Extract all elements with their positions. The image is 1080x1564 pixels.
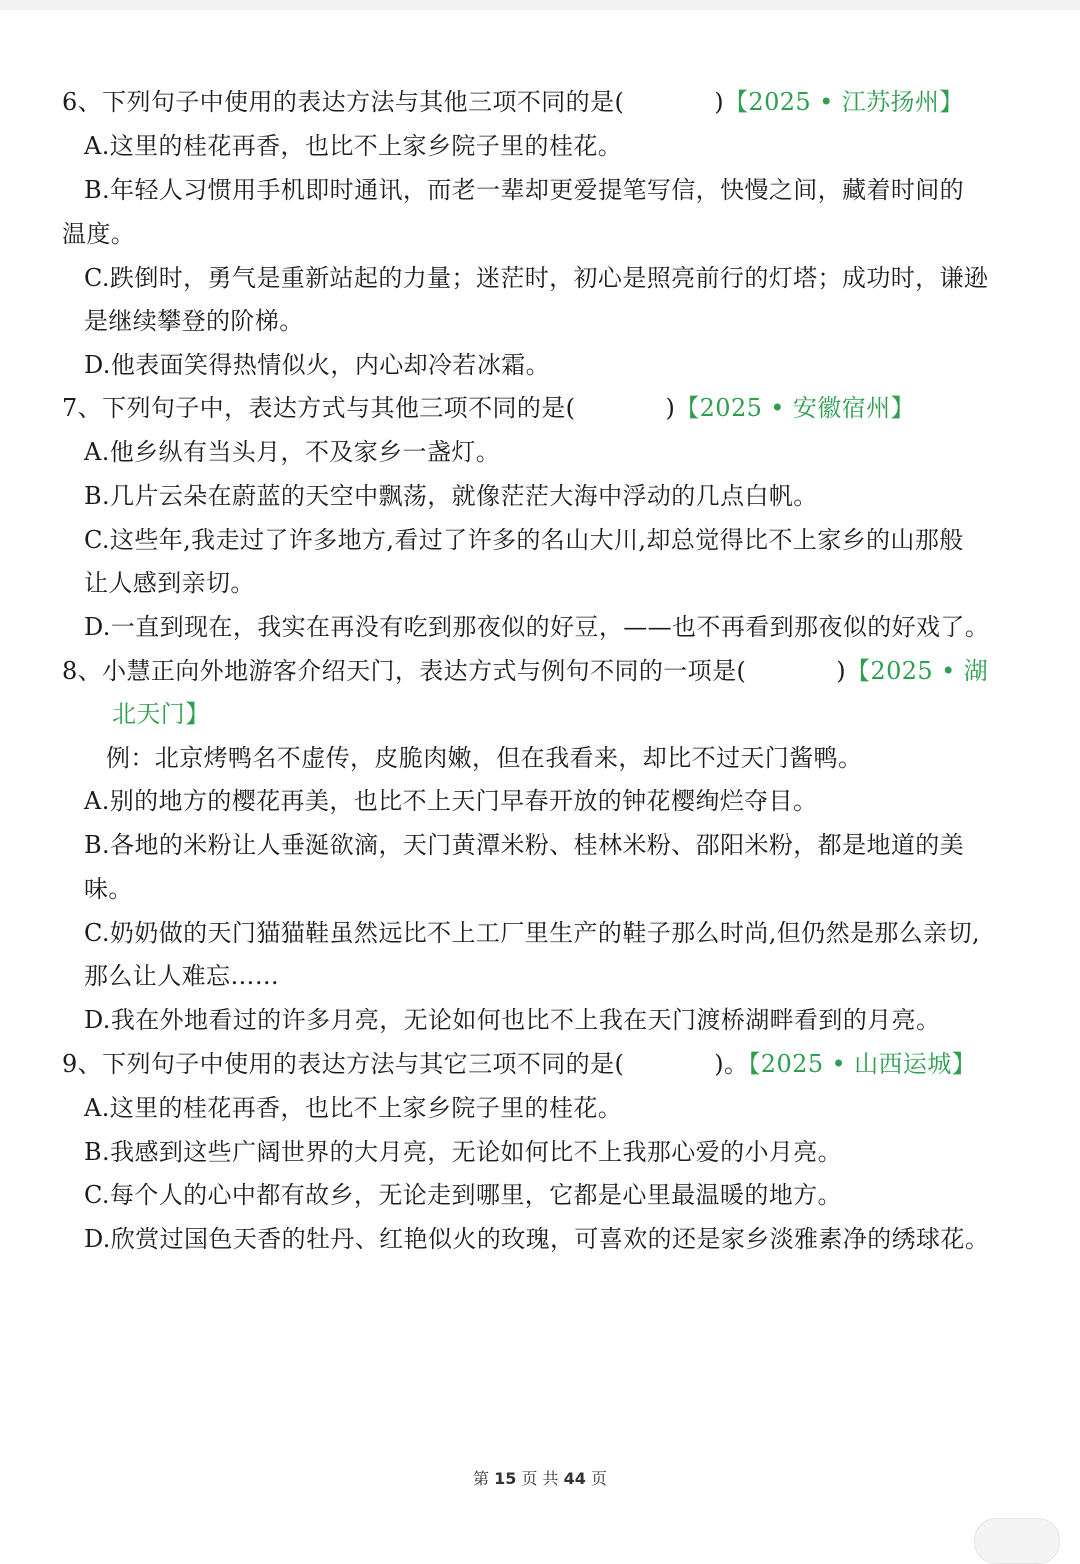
question-9-option-c: C.每个人的心中都有故乡，无论走到哪里，它都是心里最温暖的地方。 xyxy=(84,1181,842,1209)
question-7-option-b: B.几片云朵在蔚蓝的天空中飘荡，就像茫茫大海中浮动的几点白帆。 xyxy=(84,482,818,510)
footer-total-pages: 44 xyxy=(563,1469,586,1488)
footer-suffix: 页 xyxy=(591,1469,608,1488)
question-8-option-b-continued: 味。 xyxy=(84,875,133,903)
question-6-option-b: B.年轻人习惯用手机即时通讯，而老一辈却更爱提笔写信，快慢之间，藏着时间的 xyxy=(84,176,965,204)
question-8-option-a: A.别的地方的樱花再美，也比不上天门早春开放的钟花樱绚烂夺目。 xyxy=(84,787,818,815)
question-6-stem xyxy=(62,87,964,117)
footer-current-page: 15 xyxy=(494,1469,517,1488)
question-8-source: 【2025 • 湖 xyxy=(846,657,989,685)
question-7-option-c: C.这些年,我走过了许多地方,看过了许多的名山大川,却总觉得比不上家乡的山那般 xyxy=(84,526,964,554)
floating-corner-button[interactable] xyxy=(974,1518,1060,1564)
question-7-option-c-continued: 让人感到亲切。 xyxy=(84,569,255,597)
question-8-close: ) xyxy=(836,657,846,685)
question-7-source: 【2025 • 安徽宿州】 xyxy=(675,394,915,422)
question-7-close: ) xyxy=(665,394,676,422)
question-9-option-a: A.这里的桂花再香，也比不上家乡院子里的桂花。 xyxy=(84,1094,623,1122)
question-6-option-c-continued: 是继续攀登的阶梯。 xyxy=(84,307,304,335)
question-9-option-b: B.我感到这些广阔世界的大月亮，无论如何比不上我那心爱的小月亮。 xyxy=(84,1138,843,1166)
question-8-text: 8、小慧正向外地游客介绍天门，表达方式与例句不同的一项是( xyxy=(62,657,747,685)
question-8-source-continued: 北天门】 xyxy=(112,700,210,728)
question-6-text: 6、下列句子中使用的表达方法与其他三项不同的是( xyxy=(62,88,625,116)
question-8-option-c-continued: 那么让人难忘…… xyxy=(84,962,280,990)
question-7-text: 7、下列句子中，表达方式与其他三项不同的是( xyxy=(62,394,576,422)
question-6-close: ) xyxy=(714,88,724,116)
question-8-stem xyxy=(62,656,988,686)
question-6-option-b-continued: 温度。 xyxy=(62,220,136,248)
question-9-text: 9、下列句子中使用的表达方法与其它三项不同的是( xyxy=(62,1050,625,1078)
page-footer xyxy=(0,1468,1080,1490)
question-6-source: 【2025 • 江苏扬州】 xyxy=(724,88,964,116)
question-9-stem xyxy=(62,1049,976,1079)
question-9-close: )。 xyxy=(714,1050,749,1078)
question-7-stem xyxy=(62,393,915,423)
question-8-example: 例：北京烤鸭名不虚传，皮脆肉嫩，但在我看来，却比不过天门酱鸭。 xyxy=(106,744,863,772)
footer-middle: 页 共 xyxy=(521,1469,559,1488)
question-9-source: 【2025 • 山西运城】 xyxy=(748,1050,977,1078)
question-6-option-c: C.跌倒时，勇气是重新站起的力量；迷茫时，初心是照亮前行的灯塔；成功时，谦逊 xyxy=(84,264,989,292)
question-6-option-d: D.他表面笑得热情似火，内心却冷若冰霜。 xyxy=(84,351,551,379)
footer-prefix: 第 xyxy=(472,1469,489,1488)
question-8-option-d: D.我在外地看过的许多月亮，无论如何也比不上我在天门渡桥湖畔看到的月亮。 xyxy=(84,1006,941,1034)
question-7-option-a: A.他乡纵有当头月，不及家乡一盏灯。 xyxy=(84,438,501,466)
question-8-option-b: B.各地的米粉让人垂涎欲滴，天门黄潭米粉、桂林米粉、邵阳米粉，都是地道的美 xyxy=(84,831,965,859)
question-6-option-a: A.这里的桂花再香，也比不上家乡院子里的桂花。 xyxy=(84,132,623,160)
question-9-option-d: D.欣赏过国色天香的牡丹、红艳似火的玫瑰，可喜欢的还是家乡淡雅素净的绣球花。 xyxy=(84,1225,990,1253)
question-7-option-d: D.一直到现在，我实在再没有吃到那夜似的好豆，——也不再看到那夜似的好戏了。 xyxy=(84,613,990,641)
question-8-option-c: C.奶奶做的天门猫猫鞋虽然远比不上工厂里生产的鞋子那么时尚,但仍然是那么亲切, xyxy=(84,919,980,947)
